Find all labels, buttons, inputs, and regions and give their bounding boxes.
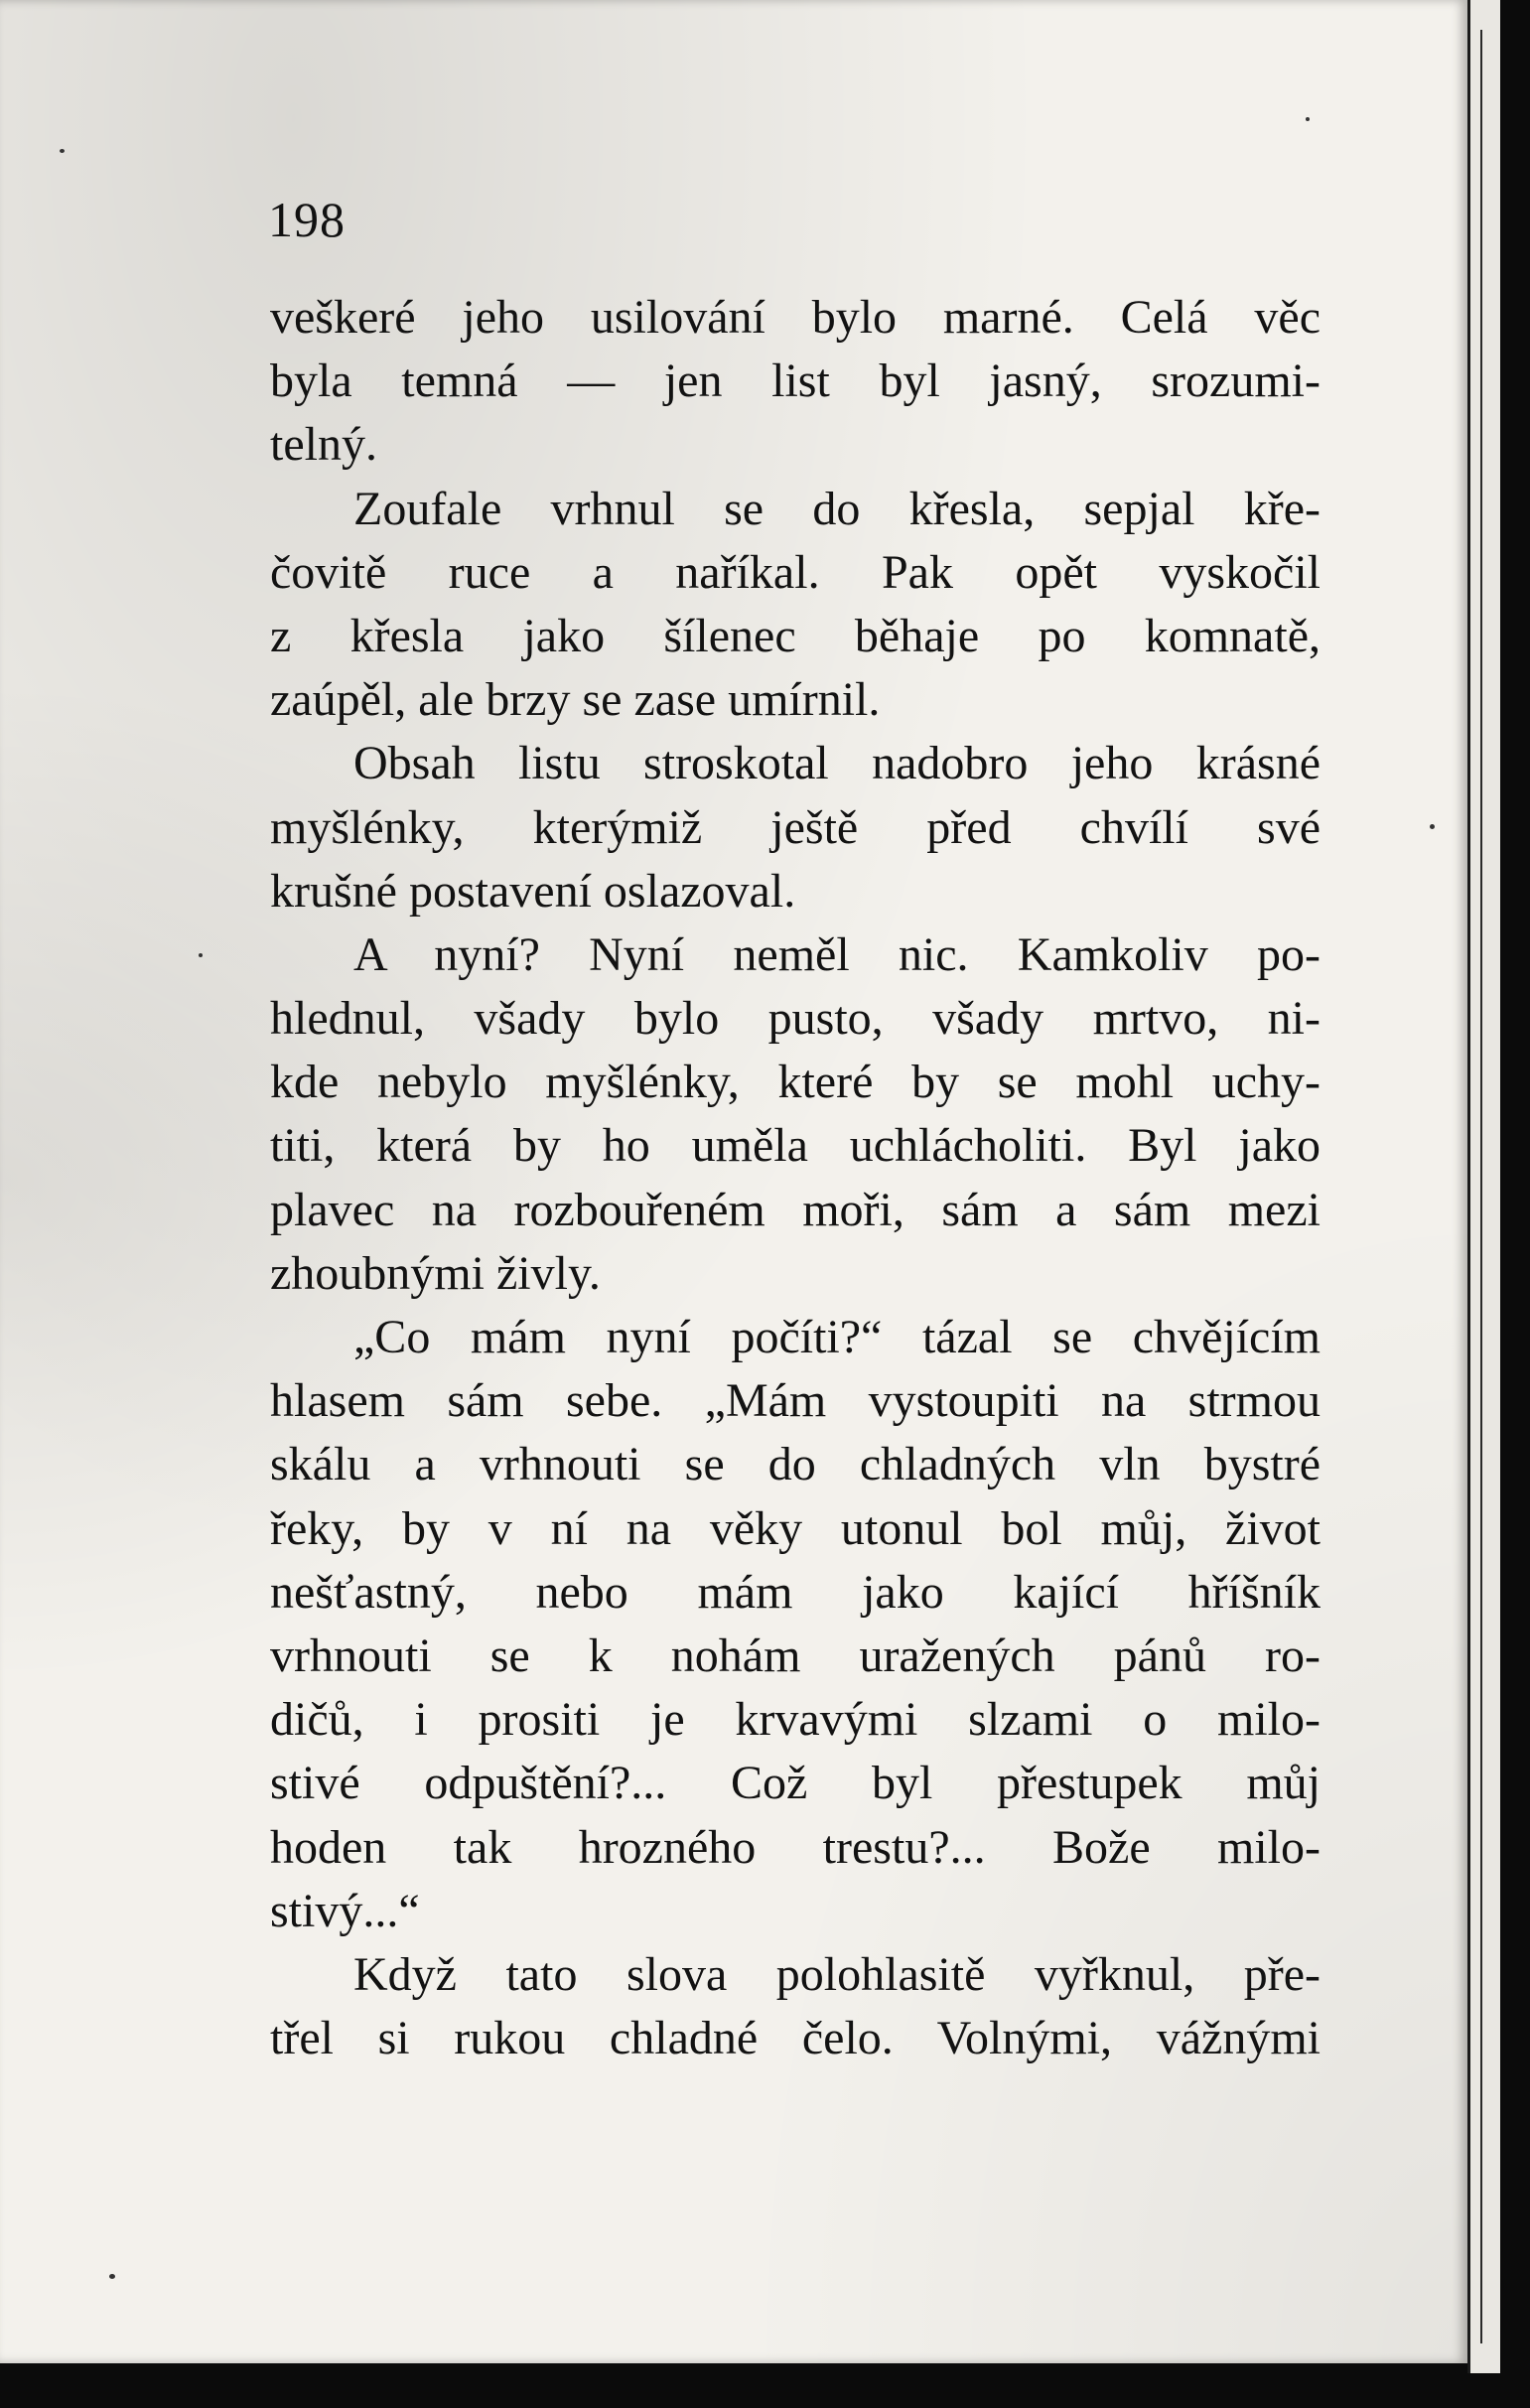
- text-line: hlasem sám sebe. „Mám vystoupiti na strmou: [270, 1374, 1321, 1428]
- paper-speck: [109, 2274, 115, 2279]
- text-line: hoden tak hrozného trestu?... Bože milo-: [270, 1820, 1321, 1874]
- text-line: zaúpěl, ale brzy se zase umírnil.: [270, 673, 881, 727]
- text-line: stivý...“: [270, 1884, 420, 1937]
- text-line: telný.: [270, 418, 377, 472]
- text-line: kde nebylo myšlénky, které by se mohl uchy-: [270, 1056, 1321, 1109]
- paper-speck: [199, 953, 203, 957]
- text-line: třel si rukou chladné čelo. Volnými, vážnými: [270, 2012, 1321, 2065]
- paper-speck: [1430, 824, 1435, 829]
- text-line: plavec na rozbouřeném moři, sám a sám mezi: [270, 1183, 1321, 1236]
- adjacent-page-edge: [1467, 0, 1500, 2373]
- text-line: krušné postavení oslazoval.: [270, 864, 796, 918]
- text-line: Obsah listu stroskotal nadobro jeho krásné: [353, 737, 1321, 790]
- text-line: veškeré jeho usilování bylo marné. Celá věc: [270, 291, 1321, 344]
- text-line: Když tato slova polohlasitě vyřknul, pře-: [353, 1947, 1321, 2001]
- paper-speck: [60, 149, 65, 153]
- text-line: nešťastný, nebo mám jako kající hříšník: [270, 1565, 1321, 1619]
- text-line: zhoubnými živly.: [270, 1246, 601, 1300]
- paper-speck: [1306, 117, 1310, 121]
- text-line: Zoufale vrhnul se do křesla, sepjal kře-: [353, 482, 1321, 535]
- text-line: A nyní? Nyní neměl nic. Kamkoliv po-: [353, 927, 1321, 981]
- body-text: [270, 286, 1321, 2070]
- text-line: vrhnouti se k nohám uražených pánů ro-: [270, 1629, 1321, 1682]
- page-edge-line: [1480, 30, 1482, 2343]
- page-number: 198: [268, 192, 346, 247]
- text-line: čovitě ruce a naříkal. Pak opět vyskočil: [270, 545, 1321, 599]
- text-line: řeky, by v ní na věky utonul bol můj, život: [270, 1501, 1321, 1555]
- text-line: byla temná — jen list byl jasný, srozumi-: [270, 354, 1321, 408]
- text-line: titi, která by ho uměla uchlácholiti. Byl jako: [270, 1119, 1321, 1173]
- text-line: skálu a vrhnouti se do chladných vln bystré: [270, 1438, 1321, 1491]
- text-line: stivé odpuštění?... Což byl přestupek můj: [270, 1757, 1321, 1810]
- text-line: „Co mám nyní počíti?“ tázal se chvějícím: [353, 1311, 1321, 1363]
- text-line: z křesla jako šílenec běhaje po komnatě,: [270, 609, 1321, 662]
- text-line: dičů, i prositi je krvavými slzami o milo-: [270, 1693, 1321, 1747]
- text-line: hlednul, všady bylo pusto, všady mrtvo, ni-: [270, 992, 1321, 1046]
- text-line: myšlénky, kterýmiž ještě před chvílí své: [270, 800, 1321, 854]
